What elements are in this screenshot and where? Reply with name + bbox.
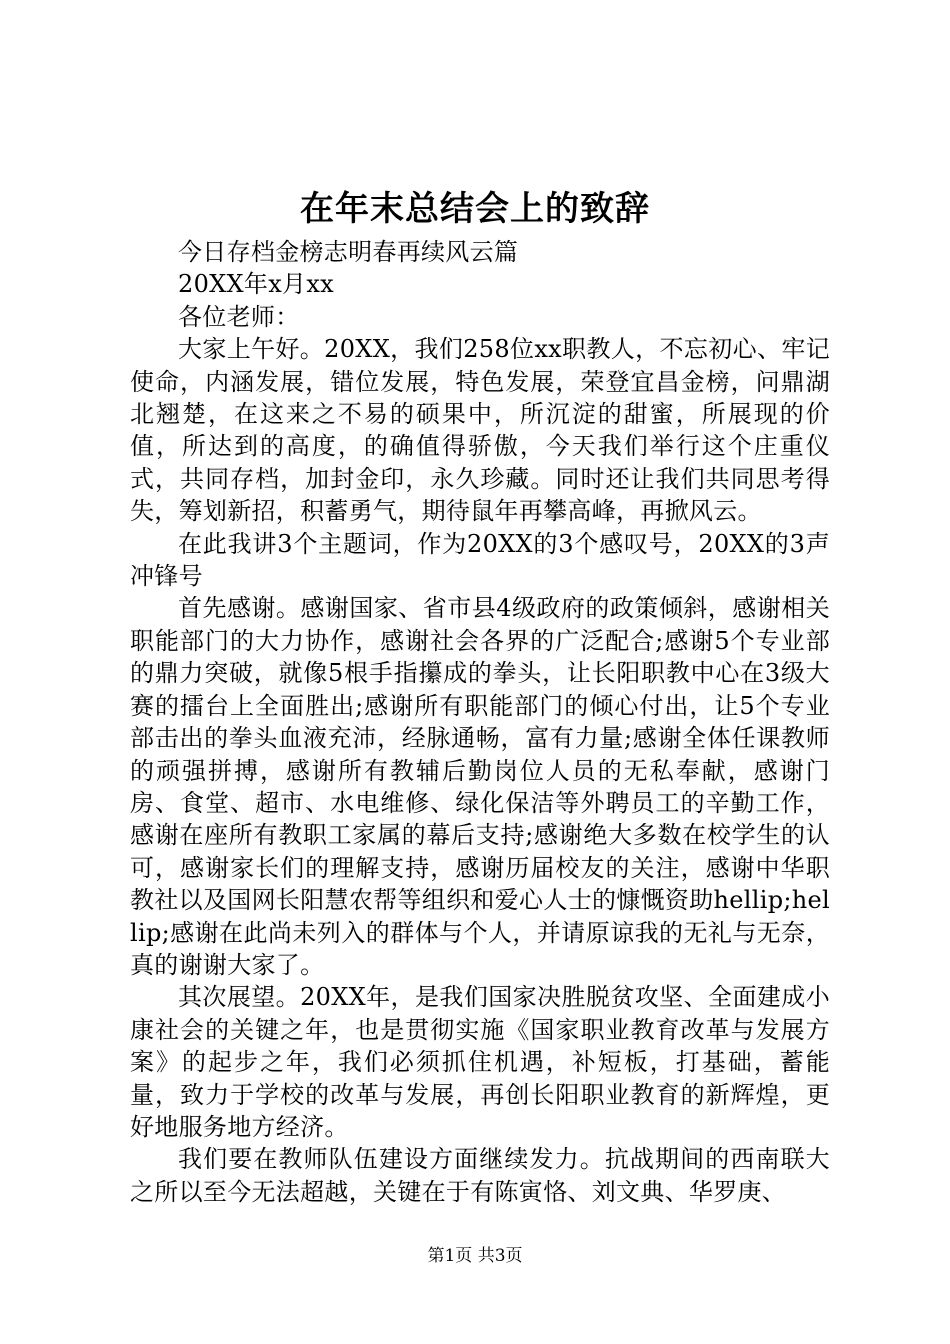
document-title: 在年末总结会上的致辞 [300,189,650,229]
document-body [130,236,830,1208]
paragraph-thanks: 首先感谢。感谢国家、省市县4级政府的政策倾斜，感谢相关职能部门的大力协作，感谢社会各界的广泛配合;感谢5个专业部的鼎力突破，就像5根手指攥成的拳头，让长阳职教中心在3级大赛的擂台上全面胜出;感谢所有职能部门的倾心付出，让5个专业部击出的拳头血液充沛，经脉通畅，富有力量;感谢全体任课教师的顽强拼搏，感谢所有教辅后勤岗位人员的无私奉献，感谢门房、食堂、超市、水电维修、绿化保洁等外聘员工的辛勤工作，感谢在座所有教职工家属的幕后支持;感谢绝大多数在校学生的认可，感谢家长们的理解支持，感谢历届校友的关注，感谢中华职教社以及国网长阳慧农帮等组织和爱心人士的慷慨资助hellip;hellip;感谢在此尚未列入的群体与个人，并请原谅我的无礼与无奈，真的谢谢大家了。 [130,594,830,979]
salutation: 各位老师： [178,302,300,331]
paragraph-themes: 在此我讲3个主题词，作为20XX的3个感叹号，20XX的3声冲锋号 [130,529,830,591]
paragraph-teachers: 我们要在教师队伍建设方面继续发力。抗战期间的西南联大之所以至今无法超越，关键在于有陈寅恪、刘文典、华罗庚、 [130,1145,830,1206]
paragraph-greeting: 大家上午好。20XX，我们258位xx职教人，不忘初心、牢记使命，内涵发展，错位发展，特色发展，荣登宜昌金榜，问鼎湖北翘楚，在这来之不易的硕果中，所沉淀的甜蜜，所展现的价值，所达到的高度，的确值得骄傲，今天我们举行这个庄重仪式，共同存档，加封金印，永久珍藏。同时还让我们共同思考得失，筹划新招，积蓄勇气，期待鼠年再攀高峰，再掀风云。 [130,335,830,526]
page-footer: 第1页 共3页 [427,1246,523,1266]
document-subtitle: 今日存档金榜志明春再续风云篇 [178,238,519,266]
paragraph-outlook: 其次展望。20XX年，是我们国家决胜脱贫攻坚、全面建成小康社会的关键之年，也是贯彻实施《国家职业教育改革与发展方案》的起步之年，我们必须抓住机遇，补短板，打基础，蓄能量，致力于学校的改革与发展，再创长阳职业教育的新辉煌，更好地服务地方经济。 [130,983,830,1141]
document-date: 20XX年x月xx [178,270,335,299]
